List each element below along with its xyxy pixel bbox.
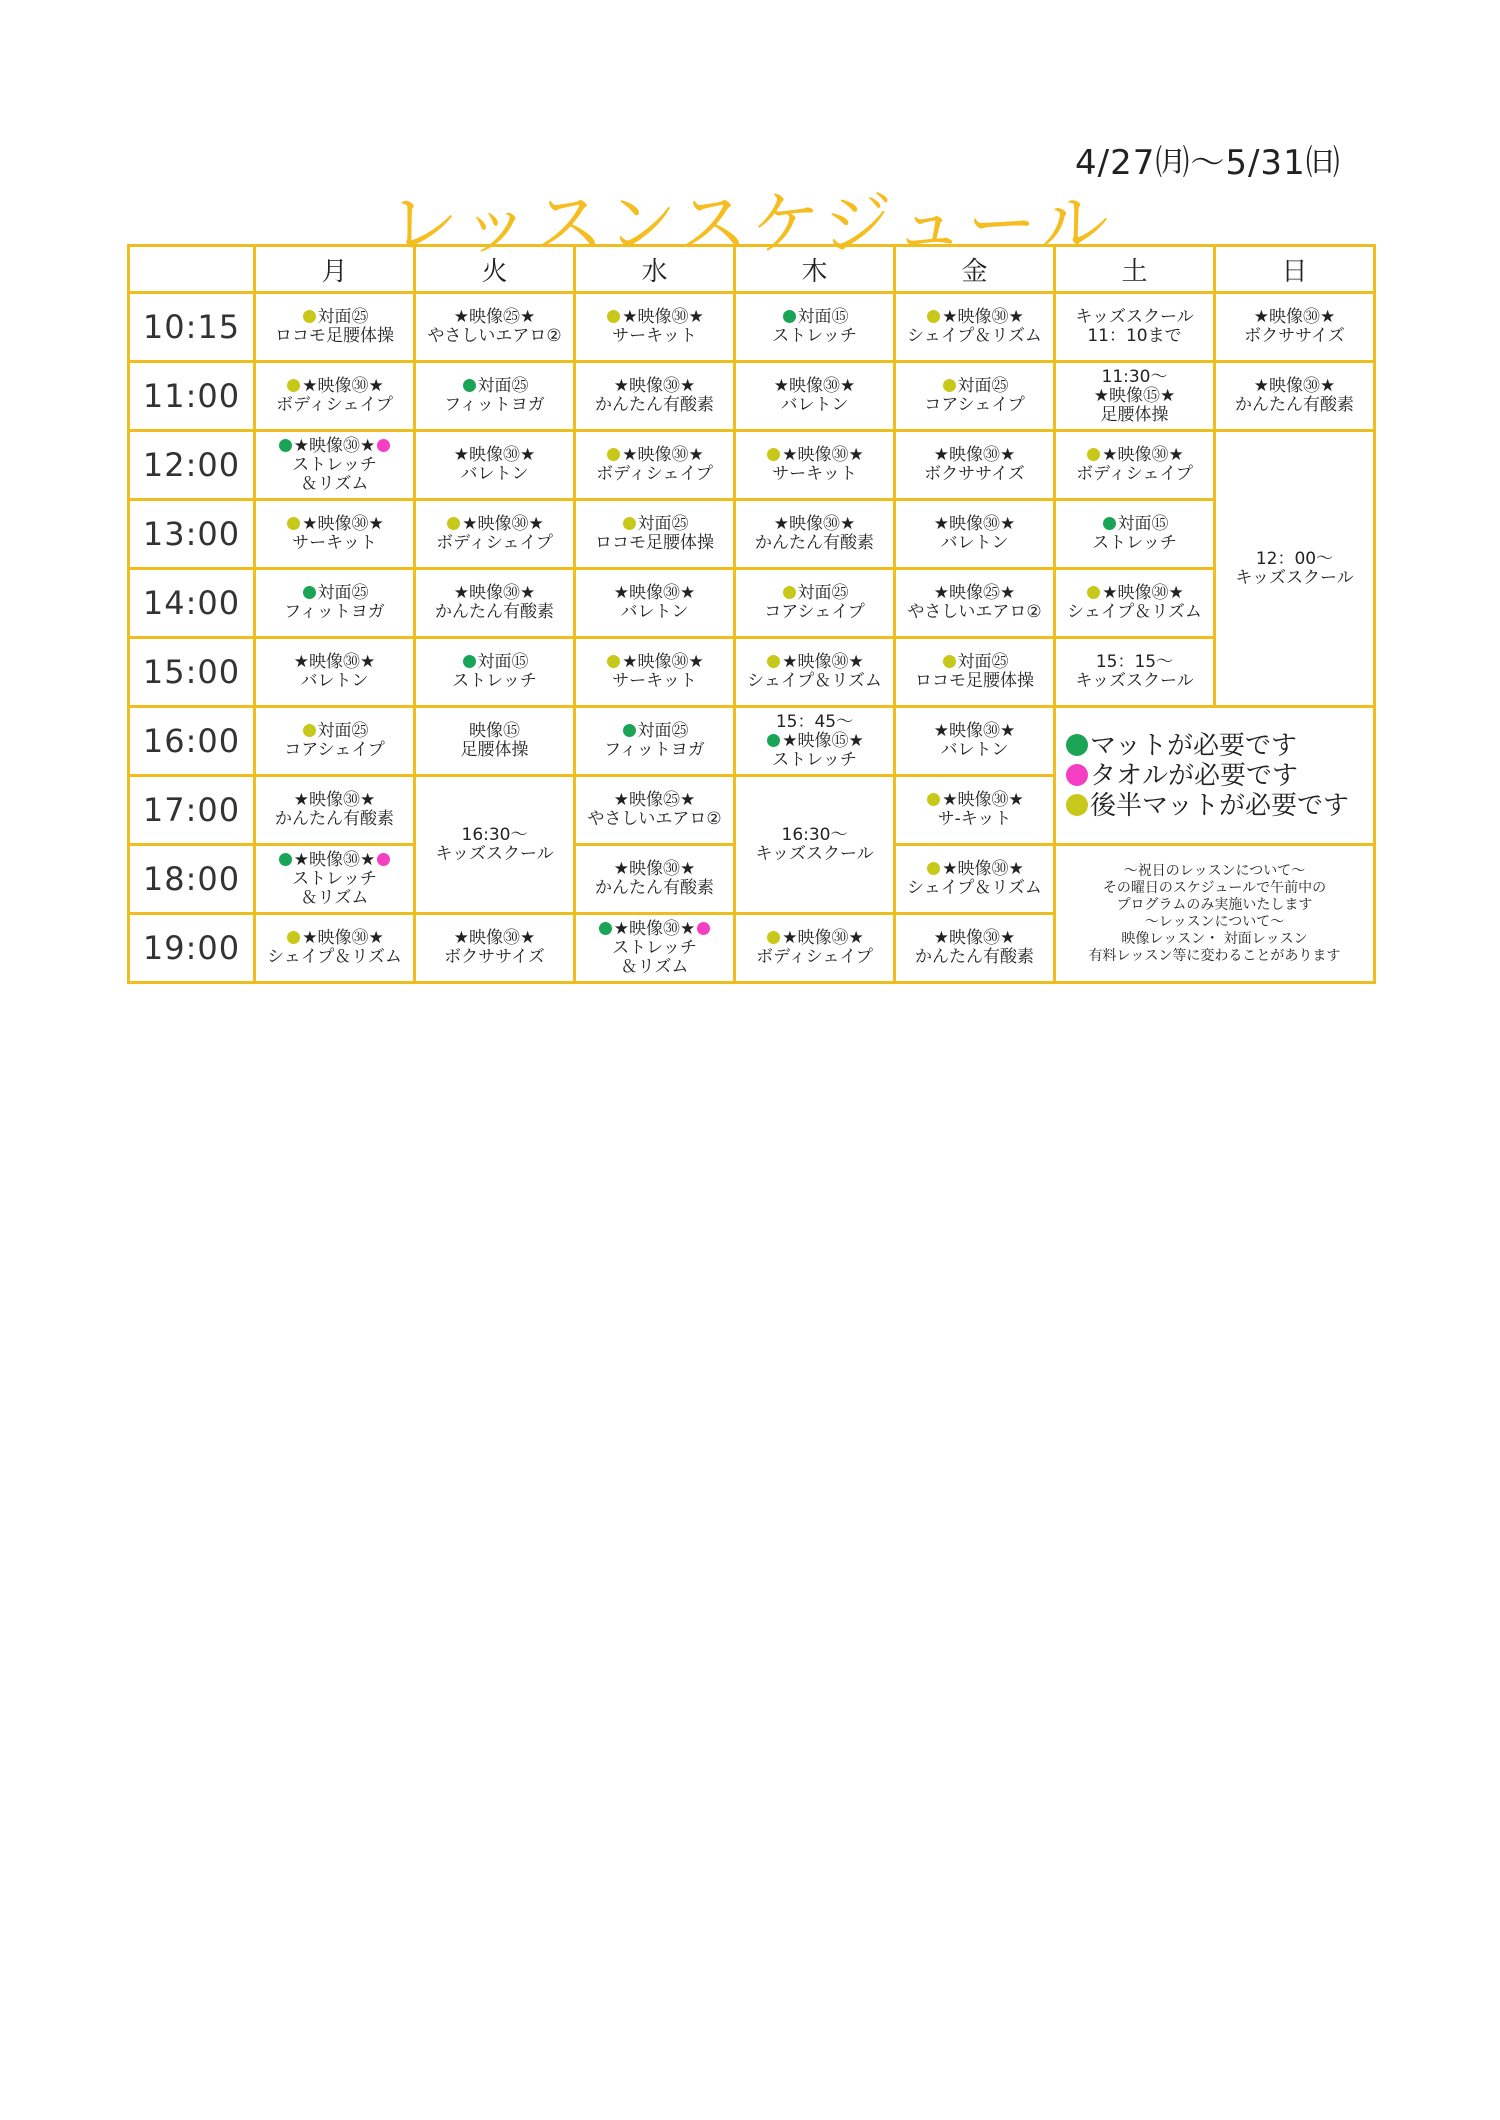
date-range: 4/27㈪〜5/31㈰: [1075, 143, 1341, 183]
lesson-cell: [1055, 500, 1215, 569]
lesson-line: ★映像㉚★: [933, 514, 1016, 534]
day-header: 水: [575, 246, 735, 293]
lesson-name: キッズスクール: [435, 843, 554, 864]
lesson-cell: [735, 638, 895, 707]
schedule-table: [127, 244, 1376, 984]
lesson-line: 16:30〜: [461, 824, 528, 845]
half-mat-dot-icon: [927, 862, 940, 875]
lesson-line: ★映像㉚★: [782, 652, 864, 672]
lesson-name: やさしいエアロ②: [587, 809, 722, 829]
lesson-line: ★映像㉚★: [462, 514, 544, 534]
half-mat-dot-icon: [447, 517, 460, 530]
towel-dot-icon: [377, 439, 390, 452]
lesson-cell: [895, 362, 1055, 431]
day-header: 土: [1055, 246, 1215, 293]
lesson-cell: [255, 500, 415, 569]
lesson-name: ストレッチ: [612, 937, 697, 958]
day-header: 月: [255, 246, 415, 293]
note-line: 〜レッスンについて〜: [1144, 913, 1285, 930]
lesson-name: バレトン: [940, 740, 1009, 760]
time-row: [129, 500, 1375, 569]
lesson-line: 対面㉕: [797, 583, 849, 603]
lesson-name: バレトン: [620, 602, 689, 622]
day-header-row: [129, 246, 1375, 293]
half-mat-dot-icon: [767, 448, 780, 461]
lesson-line: ★映像㉚★: [773, 514, 856, 534]
half-mat-dot-icon: [783, 586, 796, 599]
lesson-name: フィットヨガ: [604, 740, 705, 760]
day-header: 金: [895, 246, 1055, 293]
lesson-name: ストレッチ: [292, 454, 377, 475]
lesson-cell: [255, 776, 415, 845]
time-label: 19:00: [129, 914, 255, 983]
lesson-line: 対面㉕: [317, 721, 369, 741]
lesson-cell: [575, 293, 735, 362]
lesson-cell: [735, 431, 895, 500]
lesson-line: ★映像㉚★: [622, 445, 704, 465]
lesson-name: バレトン: [300, 671, 369, 691]
lesson-cell: [895, 293, 1055, 362]
page-title: レッスンスケジュール: [388, 183, 1112, 265]
lesson-name: かんたん有酸素: [595, 395, 714, 415]
lesson-line: ★映像㉚★: [613, 583, 696, 603]
lesson-line: 対面⑮: [477, 652, 529, 672]
lesson-name: ボディシェイプ: [596, 464, 713, 484]
note-line: 有料レッスン等に変わることがあります: [1088, 947, 1341, 964]
lesson-name: コアシェイプ: [764, 602, 865, 622]
lesson-cell: [895, 500, 1055, 569]
lesson-line: ★映像㉕★: [613, 790, 696, 810]
lesson-cell: [895, 569, 1055, 638]
time-label: 14:00: [129, 569, 255, 638]
lesson-name: バレトン: [780, 395, 849, 415]
half-mat-dot-icon: [943, 655, 956, 668]
lesson-cell: [895, 431, 1055, 500]
lesson-name: 足腰体操: [460, 740, 529, 760]
legend-label: 後半マットが必要です: [1090, 790, 1349, 821]
lesson-line: ★映像㉕★: [453, 307, 536, 327]
mat-dot-icon: [463, 655, 476, 668]
lesson-cell: [255, 362, 415, 431]
mat-dot-icon: [279, 439, 292, 452]
lesson-cell: [415, 707, 575, 776]
lesson-name: ロコモ足腰体操: [275, 326, 394, 346]
lesson-line: キッズスクール: [1075, 307, 1194, 327]
mat-dot-icon: [1066, 734, 1088, 756]
lesson-name: シェイプ＆リズム: [907, 326, 1042, 346]
lesson-name: かんたん有酸素: [915, 947, 1034, 967]
lesson-name: ＆リズム: [620, 956, 689, 977]
lesson-name: フィットヨガ: [444, 395, 545, 415]
note-line: プログラムのみ実施いたします: [1116, 896, 1313, 913]
lesson-cell: [735, 914, 895, 983]
half-mat-dot-icon: [1087, 448, 1100, 461]
lesson-cell: [575, 707, 735, 776]
time-row: [129, 431, 1375, 500]
time-row: [129, 707, 1375, 776]
lesson-line: ★映像㉚★: [773, 376, 856, 396]
lesson-line: ★映像㉚★: [302, 928, 384, 948]
lesson-line: ★映像㉚★: [302, 376, 384, 396]
legend-item-mat: [1066, 731, 1373, 761]
lesson-cell: [255, 707, 415, 776]
lesson-cell: [255, 638, 415, 707]
time-label: 12:00: [129, 431, 255, 500]
lesson-cell: [895, 845, 1055, 914]
lesson-name: シェイプ＆リズム: [747, 671, 882, 691]
lesson-cell: [255, 914, 415, 983]
towel-dot-icon: [377, 853, 390, 866]
lesson-cell: [575, 776, 735, 845]
lesson-name: ロコモ足腰体操: [595, 533, 714, 553]
lesson-cell: [1055, 362, 1215, 431]
notes-cell: [1055, 845, 1375, 983]
lesson-line: 対面㉕: [317, 583, 369, 603]
time-label: 10:15: [129, 293, 255, 362]
lesson-line: ★映像㉚★: [622, 652, 704, 672]
lesson-line: 15：45〜: [775, 711, 854, 732]
lesson-name: ボクササイズ: [444, 947, 545, 967]
half-mat-dot-icon: [287, 517, 300, 530]
lesson-name: ボクササイズ: [1244, 326, 1345, 346]
day-header: 火: [415, 246, 575, 293]
legend-item-towel: [1066, 761, 1373, 791]
lesson-cell: [575, 569, 735, 638]
lesson-name: サーキット: [612, 671, 697, 691]
lesson-cell: [255, 569, 415, 638]
lesson-name: ボディシェイプ: [436, 533, 553, 553]
lesson-cell: [1215, 293, 1375, 362]
lesson-line: 対面㉕: [477, 376, 529, 396]
lesson-line: ★映像⑮★: [1093, 385, 1176, 406]
time-label: 18:00: [129, 845, 255, 914]
corner-cell: [129, 246, 255, 293]
lesson-line: 対面㉕: [637, 721, 689, 741]
lesson-name: かんたん有酸素: [595, 878, 714, 898]
lesson-cell: [895, 707, 1055, 776]
lesson-line: ★映像㉚★: [942, 859, 1024, 879]
lesson-line: ★映像㉚★: [453, 445, 536, 465]
lesson-line: 対面⑮: [797, 307, 849, 327]
mat-dot-icon: [767, 734, 780, 747]
note-line: 映像レッスン・ 対面レッスン: [1121, 930, 1308, 947]
lesson-name: キッズスクール: [755, 843, 874, 864]
towel-dot-icon: [1066, 764, 1088, 786]
lesson-line: ★映像㉚★: [453, 583, 536, 603]
lesson-cell: [735, 293, 895, 362]
lesson-name: シェイプ＆リズム: [907, 878, 1042, 898]
mat-dot-icon: [783, 310, 796, 323]
half-mat-dot-icon: [623, 517, 636, 530]
day-header: 木: [735, 246, 895, 293]
lesson-cell: [415, 569, 575, 638]
lesson-line: ★映像㉚★: [613, 918, 696, 939]
lesson-name: シェイプ＆リズム: [267, 947, 402, 967]
half-mat-dot-icon: [943, 379, 956, 392]
half-mat-dot-icon: [767, 655, 780, 668]
lesson-line: 映像⑮: [469, 721, 520, 741]
lesson-name: かんたん有酸素: [755, 533, 874, 553]
lesson-name: 11：10まで: [1087, 326, 1182, 346]
lesson-line: ★映像㉚★: [613, 859, 696, 879]
lesson-cell: [1215, 362, 1375, 431]
lesson-line: ★映像㉚★: [933, 721, 1016, 741]
half-mat-dot-icon: [607, 448, 620, 461]
lesson-cell: [895, 638, 1055, 707]
half-mat-dot-icon: [1066, 794, 1088, 816]
note-line: その曜日のスケジュールで午前中の: [1102, 879, 1327, 896]
time-label: 17:00: [129, 776, 255, 845]
lesson-line: ★映像㉚★: [1102, 445, 1184, 465]
lesson-name: ストレッチ: [1092, 533, 1177, 553]
lesson-name: バレトン: [460, 464, 529, 484]
lesson-name: キッズスクール: [1075, 671, 1194, 691]
lesson-line: ★映像㉚★: [1253, 307, 1336, 327]
lesson-name: バレトン: [940, 533, 1009, 553]
lesson-name: キッズスクール: [1235, 567, 1354, 588]
lesson-name: かんたん有酸素: [435, 602, 554, 622]
lesson-line: ★映像㉚★: [933, 928, 1016, 948]
lesson-cell: [415, 500, 575, 569]
lesson-cell: [895, 776, 1055, 845]
lesson-name: サ-キット: [937, 809, 1012, 829]
lesson-cell: [415, 293, 575, 362]
lesson-line: ★映像㉚★: [782, 445, 864, 465]
time-label: 15:00: [129, 638, 255, 707]
lesson-line: 対面㉕: [317, 307, 369, 327]
lesson-name: ストレッチ: [452, 671, 537, 691]
half-mat-dot-icon: [287, 379, 300, 392]
lesson-cell: [735, 362, 895, 431]
kids-school-cell: [735, 776, 895, 914]
lesson-name: シェイプ＆リズム: [1067, 602, 1202, 622]
lesson-name: サーキット: [772, 464, 857, 484]
half-mat-dot-icon: [767, 931, 780, 944]
lesson-line: ★映像㉚★: [942, 307, 1024, 327]
kids-school-cell: [415, 776, 575, 914]
lesson-cell: [735, 707, 895, 776]
lesson-cell: [1055, 569, 1215, 638]
lesson-cell: [1055, 638, 1215, 707]
mat-dot-icon: [463, 379, 476, 392]
lesson-line: ★映像㉚★: [613, 376, 696, 396]
lesson-line: ★映像㉚★: [293, 652, 376, 672]
lesson-name: ボディシェイプ: [756, 947, 873, 967]
lesson-line: 16:30〜: [781, 824, 848, 845]
half-mat-dot-icon: [607, 310, 620, 323]
lesson-cell: [1055, 293, 1215, 362]
lesson-line: ★映像㉚★: [293, 849, 376, 870]
lesson-line: ★映像㉚★: [293, 790, 376, 810]
half-mat-dot-icon: [303, 724, 316, 737]
half-mat-dot-icon: [927, 310, 940, 323]
mat-dot-icon: [623, 724, 636, 737]
half-mat-dot-icon: [607, 655, 620, 668]
lesson-name: ボディシェイプ: [276, 395, 393, 415]
legend-label: タオルが必要です: [1090, 760, 1299, 791]
lesson-line: ★映像㉚★: [302, 514, 384, 534]
lesson-name: ＆リズム: [300, 473, 369, 494]
lesson-cell: [255, 431, 415, 500]
lesson-line: 対面㉕: [957, 376, 1009, 396]
lesson-name: 足腰体操: [1100, 404, 1169, 425]
half-mat-dot-icon: [303, 310, 316, 323]
half-mat-dot-icon: [1087, 586, 1100, 599]
lesson-name: サーキット: [292, 533, 377, 553]
lesson-line: ★映像㉚★: [1253, 376, 1336, 396]
lesson-cell: [575, 362, 735, 431]
lesson-line: ★映像㉚★: [293, 435, 376, 456]
time-label: 11:00: [129, 362, 255, 431]
time-label: 13:00: [129, 500, 255, 569]
lesson-name: ストレッチ: [772, 749, 857, 770]
lesson-name: ＆リズム: [300, 887, 369, 908]
lesson-cell: [575, 431, 735, 500]
lesson-cell: [415, 431, 575, 500]
lesson-name: ストレッチ: [772, 326, 857, 346]
lesson-cell: [255, 845, 415, 914]
lesson-cell: [1055, 431, 1215, 500]
time-row: [129, 362, 1375, 431]
lesson-name: やさしいエアロ②: [427, 326, 562, 346]
lesson-cell: [575, 914, 735, 983]
day-header: 日: [1215, 246, 1375, 293]
legend-cell: [1055, 707, 1375, 845]
lesson-name: ボディシェイプ: [1076, 464, 1193, 484]
lesson-cell: [255, 293, 415, 362]
lesson-line: 15：15〜: [1095, 652, 1174, 672]
mat-dot-icon: [303, 586, 316, 599]
lesson-line: ★映像㉚★: [453, 928, 536, 948]
lesson-name: ロコモ足腰体操: [915, 671, 1034, 691]
lesson-cell: [415, 362, 575, 431]
lesson-name: ボクササイズ: [924, 464, 1025, 484]
time-row: [129, 293, 1375, 362]
lesson-name: かんたん有酸素: [275, 809, 394, 829]
lesson-name: コアシェイプ: [924, 395, 1025, 415]
lesson-line: 12：00〜: [1255, 548, 1334, 569]
lesson-line: 11:30〜: [1101, 366, 1168, 387]
time-label: 16:00: [129, 707, 255, 776]
lesson-line: ★映像㉚★: [1102, 583, 1184, 603]
lesson-cell: [575, 500, 735, 569]
time-row: [129, 638, 1375, 707]
lesson-line: ★映像㉚★: [782, 928, 864, 948]
lesson-line: ★映像㉚★: [622, 307, 704, 327]
lesson-name: フィットヨガ: [284, 602, 385, 622]
lesson-cell: [415, 914, 575, 983]
lesson-name: かんたん有酸素: [1235, 395, 1354, 415]
lesson-cell: [575, 638, 735, 707]
towel-dot-icon: [697, 922, 710, 935]
lesson-cell: [735, 500, 895, 569]
time-row: [129, 569, 1375, 638]
lesson-cell: [735, 569, 895, 638]
legend-item-half-mat: [1066, 791, 1373, 821]
lesson-cell: [415, 638, 575, 707]
lesson-name: やさしいエアロ②: [907, 602, 1042, 622]
lesson-cell: [895, 914, 1055, 983]
mat-dot-icon: [1103, 517, 1116, 530]
mat-dot-icon: [279, 853, 292, 866]
note-line: 〜祝日のレッスンについて〜: [1123, 862, 1306, 879]
legend-label: マットが必要です: [1090, 730, 1297, 761]
lesson-line: ★映像㉚★: [933, 445, 1016, 465]
lesson-line: 対面㉕: [957, 652, 1009, 672]
lesson-cell: [575, 845, 735, 914]
lesson-name: コアシェイプ: [284, 740, 385, 760]
lesson-line: 対面㉕: [637, 514, 689, 534]
lesson-name: サーキット: [612, 326, 697, 346]
lesson-line: ★映像㉚★: [942, 790, 1024, 810]
half-mat-dot-icon: [287, 931, 300, 944]
lesson-line: 対面⑮: [1117, 514, 1169, 534]
kids-school-cell: [1215, 431, 1375, 707]
half-mat-dot-icon: [927, 793, 940, 806]
lesson-name: ストレッチ: [292, 868, 377, 889]
lesson-line: ★映像㉕★: [933, 583, 1016, 603]
mat-dot-icon: [599, 922, 612, 935]
lesson-line: ★映像⑮★: [782, 730, 864, 751]
